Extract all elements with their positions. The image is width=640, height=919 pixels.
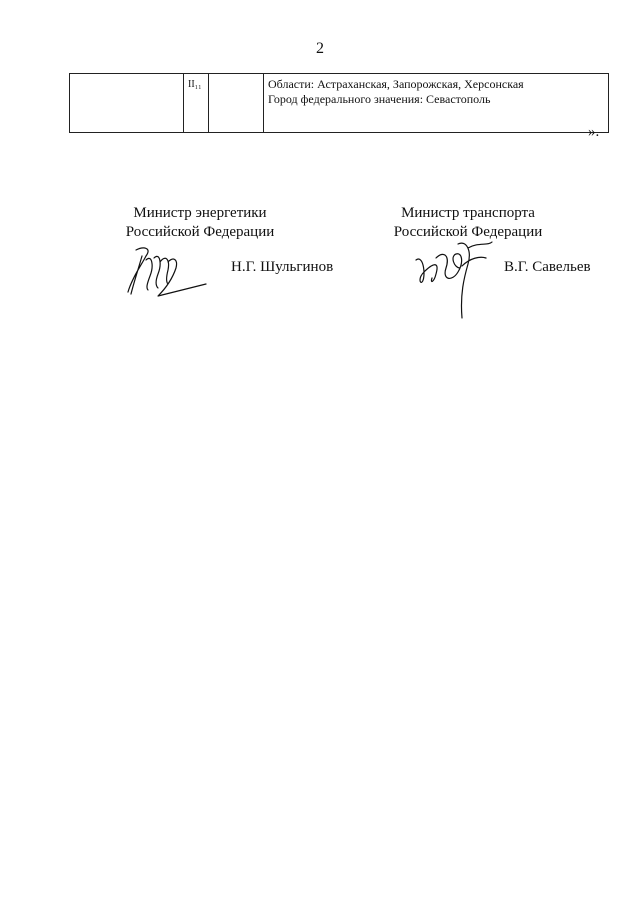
closing-quote: ». <box>588 124 600 140</box>
signatory-title-line: Российской Федерации <box>393 224 543 240</box>
signatory-name: Н.Г. Шульгинов <box>231 259 334 275</box>
signatory-transport-title <box>383 204 553 242</box>
signatory-name: В.Г. Савельев <box>504 259 591 275</box>
signatory-title-line: Министр транспорта <box>401 205 535 221</box>
regions-line: Области: Астраханская, Запорожская, Херсонская <box>268 77 524 91</box>
handwritten-signature-left <box>122 238 207 300</box>
regions-table <box>69 73 609 133</box>
regions-cell <box>264 74 609 133</box>
handwritten-signature-right <box>410 238 510 320</box>
table-row <box>70 74 609 133</box>
zone-code-cell: II₁₁ <box>184 74 209 133</box>
city-line: Город федерального значения: Севастополь <box>268 92 491 106</box>
signatory-title-line: Министр энергетики <box>133 205 267 221</box>
signatory-title-line: Российской Федерации <box>125 224 275 240</box>
signatory-energy-title <box>110 204 290 242</box>
page-number: 2 <box>316 40 324 57</box>
table-cell-empty <box>70 74 184 133</box>
table-cell-empty <box>209 74 264 133</box>
